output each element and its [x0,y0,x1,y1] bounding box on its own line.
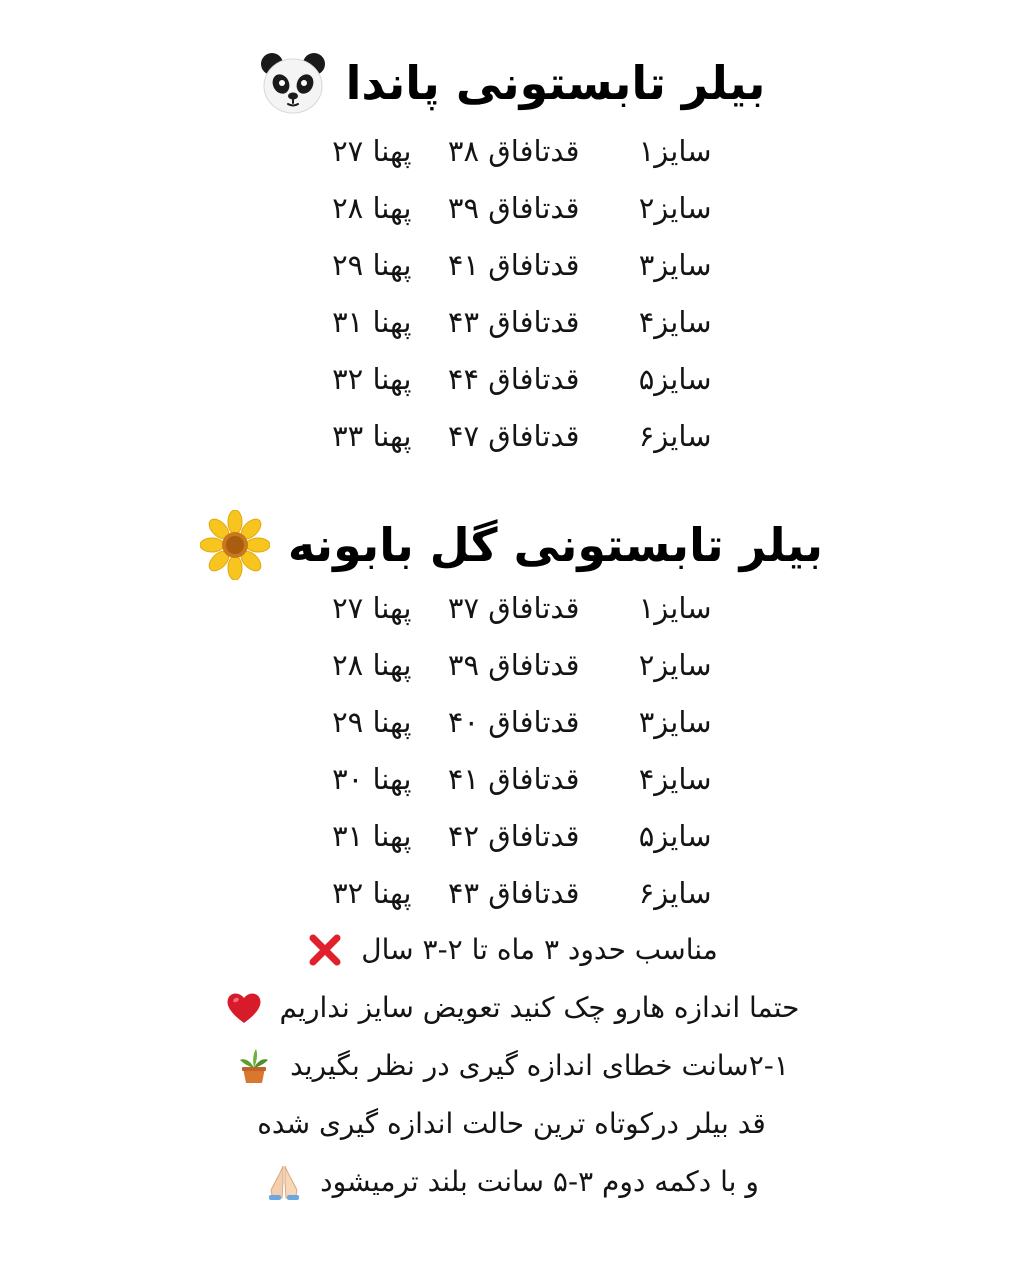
folded-hands-icon [264,1162,304,1202]
panda-size-row-2 [0,188,1023,228]
length-value: قدتافاق ۴۲ [447,819,580,853]
size-label: سایز۶ [638,419,712,453]
width-value: پهنا ۳۱ [332,819,412,853]
length-value: قدتافاق ۴۰ [447,705,580,739]
length-value: قدتافاق ۴۱ [447,248,580,282]
size-label: سایز۲ [638,648,712,682]
width-value: پهنا ۳۲ [332,876,412,910]
length-value: قدتافاق ۳۸ [447,134,580,168]
length-value: قدتافاق ۴۴ [447,362,580,396]
size-label: سایز۴ [638,305,712,339]
length-value: قدتافاق ۳۷ [447,591,580,625]
size-label: سایز۳ [638,705,712,739]
chamomile-size-row-6 [0,873,1023,913]
size-label: سایز۲ [638,191,712,225]
size-label: سایز۴ [638,762,712,796]
note-check-sizes [0,988,1023,1028]
width-value: پهنا ۲۸ [332,648,412,682]
panda-face-icon [258,48,328,118]
chamomile-section-title [0,510,1023,580]
note-age-range [0,930,1023,970]
note-text: حتما اندازه هارو چک کنید تعویض سایز نداریم [279,991,800,1024]
width-value: پهنا ۳۳ [332,419,412,453]
red-cross-icon [305,930,345,970]
chamomile-size-row-3 [0,702,1023,742]
width-value: پهنا ۳۰ [332,762,412,796]
chamomile-size-row-5 [0,816,1023,856]
width-value: پهنا ۳۲ [332,362,412,396]
note-length-measured [0,1104,1023,1144]
sunflower-icon [200,510,270,580]
panda-size-row-1 [0,131,1023,171]
size-label: سایز۱ [638,591,712,625]
length-value: قدتافاق ۴۳ [447,305,580,339]
length-value: قدتافاق ۴۳ [447,876,580,910]
note-text: و با دکمه دوم ۳-۵ سانت بلند ترمیشود [320,1165,759,1198]
width-value: پهنا ۲۷ [332,591,412,625]
panda-size-row-4 [0,302,1023,342]
size-label: سایز۶ [638,876,712,910]
width-value: پهنا ۲۹ [332,705,412,739]
size-label: سایز۳ [638,248,712,282]
length-value: قدتافاق ۳۹ [447,191,580,225]
width-value: پهنا ۳۱ [332,305,412,339]
length-value: قدتافاق ۴۷ [447,419,580,453]
length-value: قدتافاق ۴۱ [447,762,580,796]
note-second-button [0,1162,1023,1202]
chamomile-title-text: بیلر تابستونی گل بابونه [287,518,824,572]
size-label: سایز۱ [638,134,712,168]
red-heart-icon [224,988,264,1028]
potted-plant-icon [234,1046,274,1086]
panda-size-row-3 [0,245,1023,285]
panda-title-text: بیلر تابستونی پاندا [345,56,766,110]
note-measurement-error [0,1046,1023,1086]
width-value: پهنا ۲۸ [332,191,412,225]
panda-size-row-6 [0,416,1023,456]
note-text: ۲-۱سانت خطای اندازه گیری در نظر بگیرید [290,1049,789,1082]
chamomile-size-row-1 [0,588,1023,628]
panda-section-title [0,48,1023,118]
panda-size-row-5 [0,359,1023,399]
chamomile-size-row-2 [0,645,1023,685]
width-value: پهنا ۲۷ [332,134,412,168]
note-text: قد بیلر درکوتاه ترین حالت اندازه گیری شده [257,1107,766,1140]
size-label: سایز۵ [638,362,712,396]
length-value: قدتافاق ۳۹ [447,648,580,682]
note-text: مناسب حدود ۳ ماه تا ۲-۳ سال [361,933,718,966]
size-label: سایز۵ [638,819,712,853]
width-value: پهنا ۲۹ [332,248,412,282]
chamomile-size-row-4 [0,759,1023,799]
